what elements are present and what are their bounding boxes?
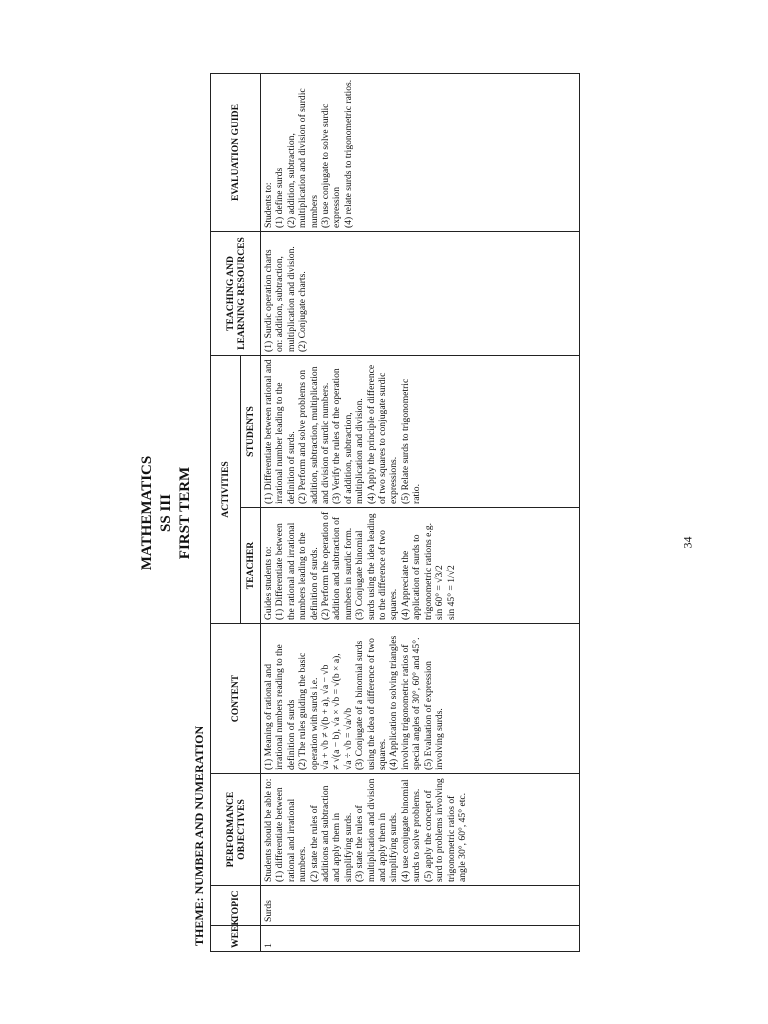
term-title: FIRST TERM [177, 466, 193, 560]
list-item: (4) Apply the principle of difference of two squares to conjugate surdic expressions. [365, 364, 400, 504]
week-cell: 1 [261, 926, 580, 952]
class-title: SS III [158, 494, 174, 532]
col-week: WEEK [211, 926, 261, 952]
topic-cell: Surds [261, 886, 580, 926]
list-item: √a + √b ≠ √(b + a), √a − √b [320, 664, 332, 770]
objectives-cell [261, 774, 580, 886]
content-list [263, 627, 446, 770]
evaluation-cell [261, 74, 580, 232]
list-item: (2) Perform the operation of addition and subtraction of numbers in surdic form. [320, 511, 354, 620]
list-item: (2) Conjugate charts. [297, 271, 309, 352]
col-topic: TOPIC [211, 886, 261, 926]
theme-title: THEME: NUMBER AND NUMERATION [192, 725, 206, 946]
resources-list [263, 235, 309, 352]
scheme-table [210, 73, 580, 952]
list-item: Guides students to: [263, 546, 274, 620]
list-item: (1) differentiate between rational and irrational numbers. [274, 787, 309, 882]
col-content: CONTENT [211, 624, 261, 774]
list-item: Students should be able to: [263, 778, 274, 882]
evaluation-list [263, 77, 354, 228]
list-item: (3) use conjugate to solve surdic expression [320, 103, 343, 228]
list-item: (4) relate surds to trigonometric ratios. [342, 79, 354, 228]
list-item: (4) Appreciate the application of surds to trigonometric rations e.g. [399, 523, 434, 620]
list-item: (1) Differentiate between the rational and irrational numbers leading to the definition of surds. [274, 522, 320, 620]
col-students: STUDENTS [241, 356, 261, 508]
resources-cell [261, 232, 580, 356]
list-item: (3) Conjugate binomial surds using the idea leading to the difference of two squares. [354, 513, 400, 620]
list-item: (5) Relate surds to trigonometric ratio. [399, 378, 423, 504]
list-item: (1) Differentiate between rational and irrational number leading to the definition of surds. [263, 359, 297, 504]
col-teaching-resources: TEACHING AND LEARNING RESOURCES [211, 232, 261, 356]
list-item: (2) addition, subtraction, multiplication and division of surdic numbers [285, 88, 320, 228]
col-teacher: TEACHER [241, 508, 261, 624]
list-item: (2) state the rules of additions and subtraction and apply them in simplifying surds. [308, 785, 354, 882]
list-item: √a ÷ √b = √a/√b [342, 707, 354, 770]
list-item: (2) The rules guiding the basic operation with surds i.e. [297, 652, 320, 770]
list-item: (5) Evaluation of expression involving surds. [422, 661, 446, 770]
list-item: (1) Surdic operation charts on: addition, subtraction, multiplication and division. [263, 246, 297, 352]
list-item: (5) apply the concept of surd to problems involving trigonometric ratios of angle 30°, 60°, 45° etc. [422, 778, 468, 882]
list-item: (3) Verify the rules of the operation of addition, subtraction, multiplication and division. [331, 368, 366, 504]
list-item: (4) Application to solving triangles involving trigonometric ratios of special angles of 30°, 60° and 45°. [388, 635, 423, 770]
subject-title: MATHEMATICS [139, 455, 155, 571]
list-item: (2) Perform and solve problems on addition, subtraction, multiplication and division of surdic numbers. [297, 366, 332, 504]
list-item: ≠ √(a − b), √a × √b = √(b × a), [331, 653, 343, 770]
col-evaluation-guide: EVALUATION GUIDE [211, 74, 261, 232]
list-item: (3) state the rules of multiplication and division and apply them in simplifying surds. [354, 778, 400, 882]
list-item: (4) use conjugate binomial surds to solve problems. [399, 779, 423, 882]
list-item: (3) Conjugate of a binomial surds using the idea of difference of two squares. [354, 638, 389, 770]
students-list [263, 359, 423, 504]
objectives-list [263, 777, 468, 882]
col-activities: ACTIVITIES [211, 356, 241, 624]
teacher-list [263, 511, 457, 620]
content-cell [261, 624, 580, 774]
list-item: sin 45° = 1/√2 [445, 565, 457, 620]
students-cell [261, 356, 580, 508]
list-item: sin 60° = √3/2 [434, 565, 446, 620]
list-item: (1) define surds [274, 167, 286, 228]
col-performance-objectives: PERFORMANCE OBJECTIVES [211, 774, 261, 886]
table-row [261, 74, 580, 952]
list-item: (1) Meaning of rational and irrational numbers reading to the definition of surds [263, 644, 297, 770]
list-item: Students to: [263, 182, 274, 228]
rotated-sheet [138, 74, 582, 952]
teacher-cell [261, 508, 580, 624]
page-number: 34 [680, 536, 695, 549]
